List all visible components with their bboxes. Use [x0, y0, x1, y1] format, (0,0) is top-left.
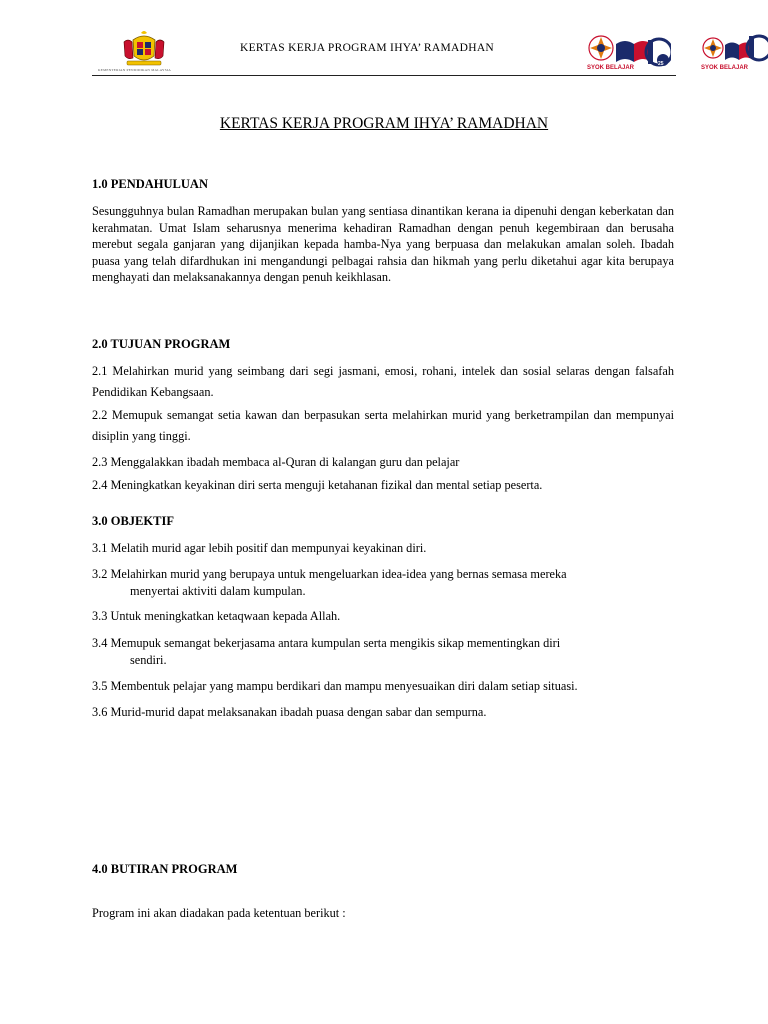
section-heading-pendahuluan: 1.0 PENDAHULUAN	[92, 177, 208, 191]
document-title: KERTAS KERJA PROGRAM IHYA’ RAMADHAN	[219, 115, 549, 132]
crest-caption: KEMENTERIAN PENDIDIKAN MALAYSIA	[98, 68, 171, 72]
list-item	[92, 540, 674, 557]
list-item: 2.3 Menggalakkan ibadah membaca al-Quran di kalangan guru dan pelajar	[92, 455, 460, 469]
list-item	[92, 678, 674, 695]
list-item-text: 3.2 Melahirkan murid yang berupaya untuk mengeluarkan idea-idea yang bernas semasa mereka	[92, 567, 567, 581]
list-item-continuation: menyertai aktiviti dalam kumpulan.	[130, 583, 306, 598]
header-divider	[92, 75, 676, 76]
list-item-text: 3.3 Untuk meningkatkan ketaqwaan kepada Allah.	[92, 609, 341, 623]
list-item-text: 3.4 Memupuk semangat bekerjasama antara kumpulan serta mengikis sikap mementingkan diri	[92, 636, 561, 650]
list-item	[92, 704, 674, 721]
syok-belajar-logo-2	[701, 32, 768, 74]
list-item	[92, 566, 674, 599]
syok-belajar-logo	[585, 32, 671, 74]
section-heading-butiran: 4.0 BUTIRAN PROGRAM	[92, 862, 238, 876]
section-paragraph-butiran: Program ini akan diadakan pada ketentuan berikut :	[92, 906, 346, 920]
list-item-continuation: sendiri.	[130, 652, 167, 667]
list-item: 2.2 Memupuk semangat setia kawan dan berpasukan serta melahirkan murid yang berketrampilan dan mempunyai disiplin yang tinggi.	[92, 408, 674, 443]
logo-b-caption: SYOK BELAJAR	[701, 65, 749, 71]
page-header	[92, 28, 749, 76]
section-paragraph-pendahuluan: Sesungguhnya bulan Ramadhan merupakan bulan yang sentiasa dinantikan kerana ia dipenuhi dengan keberkatan dan kerahmatan. Umat Islam seharusnya menerima kehadiran Ramadhan dengan penuh kegembiraan dan berusaha merebut segala ganjaran yang dijanjikan kepada hamba-Nya yang berpuasa dan melakukan amalan soleh. Ibadah puasa yang telah difardhukan ini mengandungi pelbagai rahsia dan hikmah yang perlu diketahui agar kita berupaya menghayati dan melaksanakannya dengan penuh keikhlasan.	[92, 204, 674, 284]
list-item: 2.1 Melahirkan murid yang seimbang dari segi jasmani, emosi, rohani, intelek dan sosial selaras dengan falsafah Pendidikan Kebangsaan.	[92, 364, 674, 399]
malaysia-coat-of-arms-icon	[119, 30, 169, 70]
section-heading-objektif: 3.0 OBJEKTIF	[92, 514, 174, 528]
logo-a-number: 25	[658, 61, 664, 67]
list-item	[92, 635, 674, 668]
header-title: KERTAS KERJA PROGRAM IHYA’ RAMADHAN	[240, 42, 495, 54]
section-heading-tujuan: 2.0 TUJUAN PROGRAM	[92, 337, 231, 351]
list-item	[92, 608, 674, 625]
logo-a-caption: SYOK BELAJAR	[587, 65, 635, 71]
list-item-text: 3.5 Membentuk pelajar yang mampu berdikari dan mampu menyesuaikan diri dalam setiap situasi.	[92, 679, 578, 693]
list-item-text: 3.6 Murid-murid dapat melaksanakan ibadah puasa dengan sabar dan sempurna.	[92, 705, 487, 719]
list-item-text: 3.1 Melatih murid agar lebih positif dan mempunyai keyakinan diri.	[92, 541, 427, 555]
list-item: 2.4 Meningkatkan keyakinan diri serta menguji ketahanan fizikal dan mental setiap peserta.	[92, 478, 543, 492]
